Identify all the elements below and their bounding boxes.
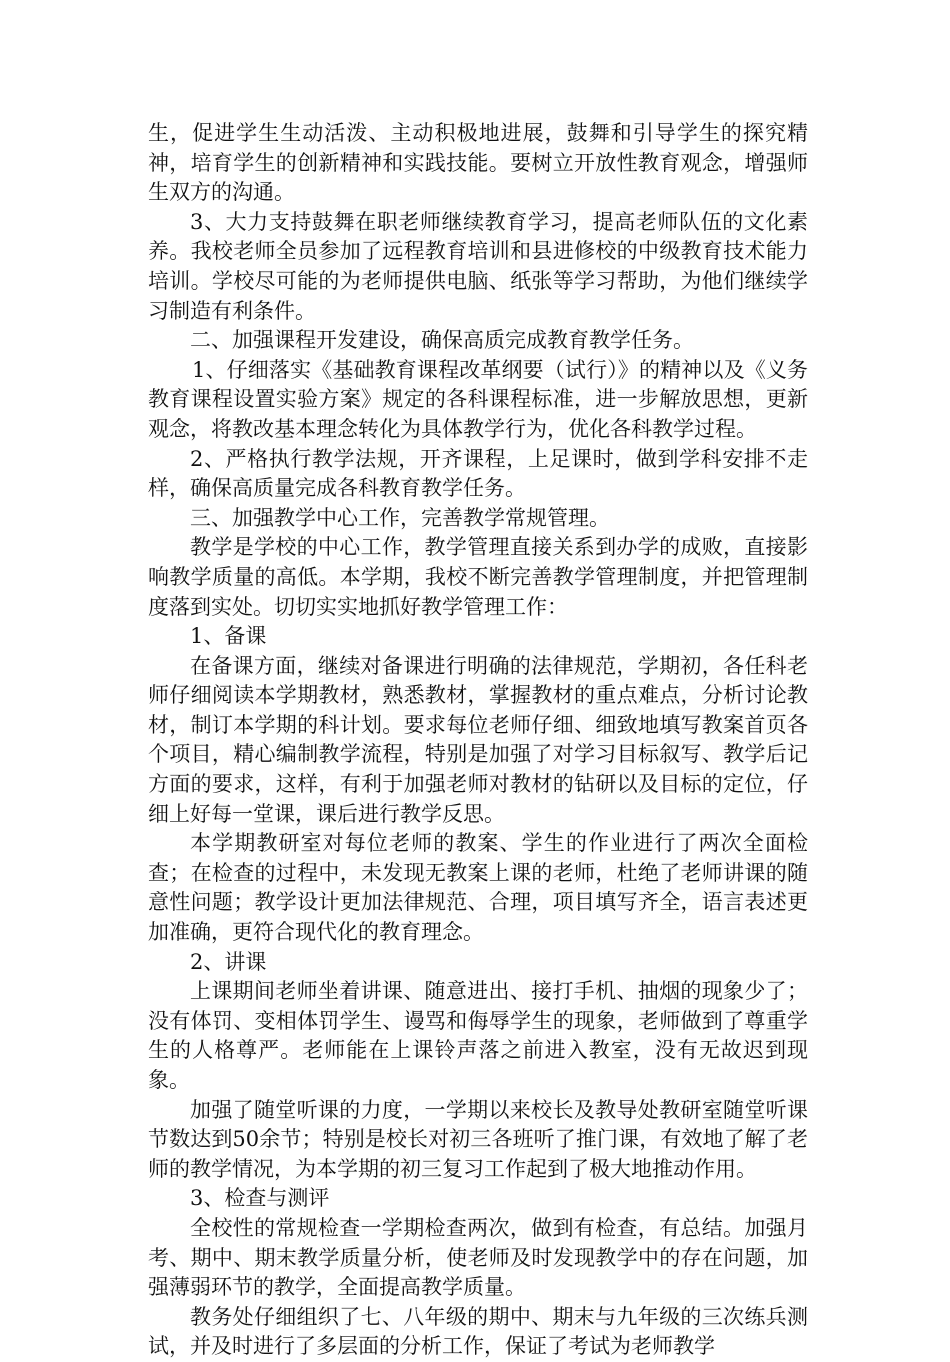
paragraph-13: 加强了随堂听课的力度，一学期以来校长及教导处教研室随堂听课节数达到50余节；特别是校长对初三各班听了推门课，有效地了解了老师的教学情况，为本学期的初三复习工作起到了极大地推动作用。 [148,1097,808,1181]
section-heading-3: 三、加强教学中心工作，完善教学常规管理。 [190,505,610,530]
paragraph-1: 生，促进学生生动活泼、主动积极地进展，鼓舞和引导学生的探究精神，培育学生的创新精神和实践技能。要树立开放性教育观念，增强师生双方的沟通。 [148,121,808,205]
subheading-lesson-prep: 1、备课 [190,624,267,649]
section-heading-2: 二、加强课程开发建设，确保高质完成教育教学任务。 [190,328,694,353]
subheading-teaching: 2、讲课 [190,949,267,974]
paragraph-16: 教务处仔细组织了七、八年级的期中、期末与九年级的三次练兵测试，并及时进行了多层面的分析工作，保证了考试为老师教学 [148,1304,808,1359]
paragraph-10: 本学期教研室对每位老师的教案、学生的作业进行了两次全面检查；在检查的过程中，未发现无教案上课的老师，杜绝了老师讲课的随意性问题；教学设计更加法律规范、合理，项目填写齐全，语言表述更加准确，更符合现代化的教育理念。 [148,831,808,945]
paragraph-2: 3、大力支持鼓舞在职老师继续教育学习，提高老师队伍的文化素养。我校老师全员参加了远程教育培训和县进修校的中级教育技术能力培训。学校尽可能的为老师提供电脑、纸张等学习帮助，为他们继续学习制造有利条件。 [148,209,808,323]
document-body [148,119,808,1362]
subheading-inspection: 3、检查与测评 [190,1186,330,1211]
paragraph-4: 1、仔细落实《基础教育课程改革纲要（试行）》的精神以及《义务教育课程设置实验方案》规定的各科课程标准，进一步解放思想，更新观念，将教改基本理念转化为具体教学行为，优化各科教学过程。 [148,357,808,441]
paragraph-15: 全校性的常规检查一学期检查两次，做到有检查，有总结。加强月考、期中、期末教学质量分析，使老师及时发现教学中的存在问题，加强薄弱环节的教学，全面提高教学质量。 [148,1215,808,1300]
paragraph-5: 2、严格执行教学法规，开齐课程，上足课时，做到学科安排不走样，确保高质量完成各科教育教学任务。 [148,446,808,501]
paragraph-7: 教学是学校的中心工作，教学管理直接关系到办学的成败，直接影响教学质量的高低。本学期，我校不断完善教学管理制度，并把管理制度落到实处。切切实实地抓好教学管理工作： [148,535,808,619]
paragraph-12: 上课期间老师坐着讲课、随意进出、接打手机、抽烟的现象少了；没有体罚、变相体罚学生、谩骂和侮辱学生的现象，老师做到了尊重学生的人格尊严。老师能在上课铃声落之前进入教室，没有无故迟到现象。 [148,979,808,1092]
paragraph-9: 在备课方面，继续对备课进行明确的法律规范，学期初，各任科老师仔细阅读本学期教材，熟悉教材，掌握教材的重点难点，分析讨论教材，制订本学期的科计划。要求每位老师仔细、细致地填写教案首页各个项目，精心编制教学流程，特别是加强了对学习目标叙写、教学后记方面的要求，这样，有利于加强老师对教材的钻研以及目标的定位，仔细上好每一堂课，课后进行教学反思。 [148,653,808,826]
